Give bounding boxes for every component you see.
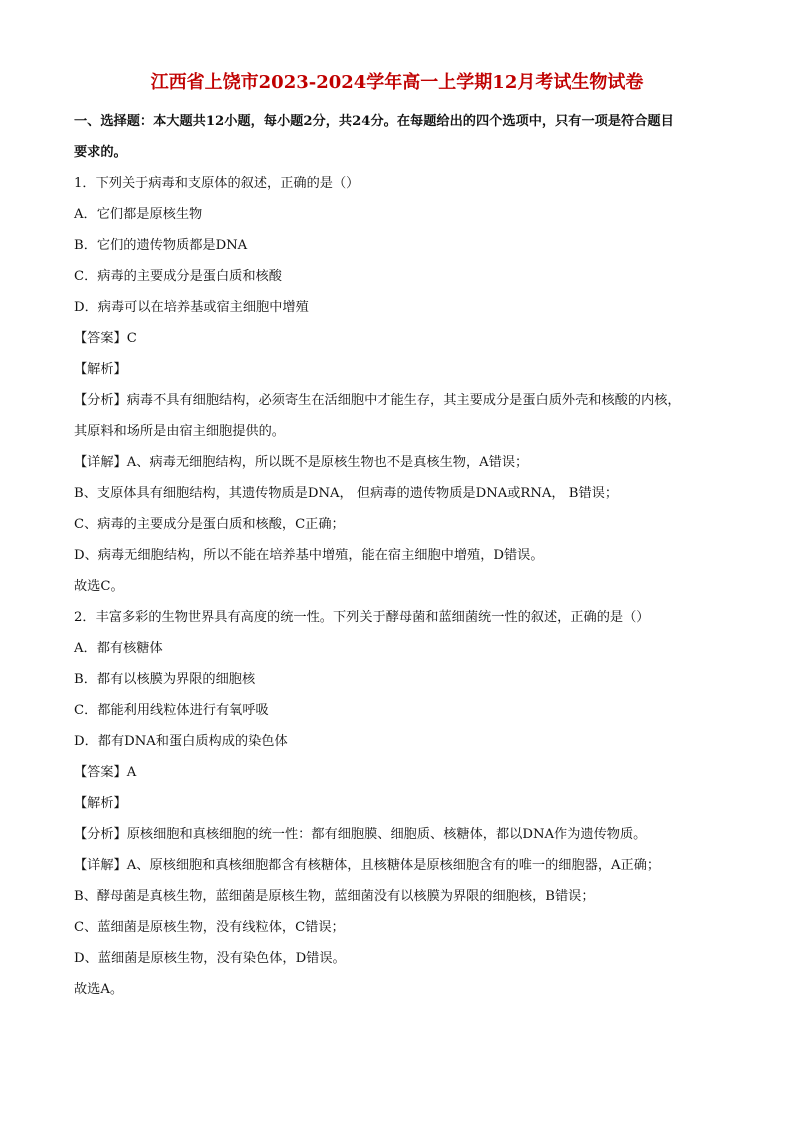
conclusion: 故选C。 — [74, 579, 124, 594]
document-body — [74, 106, 724, 1005]
section-heading-line2: 要求的。 — [74, 145, 127, 160]
xiangjie-text: C、蓝细菌是原核生物，没有线粒体，C错误； — [74, 920, 345, 935]
fenxi-text: 病毒不具有细胞结构，必须寄生在活细胞中才能生存，其主要成分是蛋白质外壳和核酸的内核， — [126, 393, 681, 408]
page-title: 江西省上饶市2023-2024学年高一上学期12月考试生物试卷 — [150, 72, 644, 93]
answer-label: 【答案】 — [74, 331, 127, 346]
analysis-label: 【解析】 — [74, 362, 127, 377]
xiangjie-text: C、病毒的主要成分是蛋白质和核酸，C正确； — [74, 517, 345, 532]
fenxi-text-continued: 其原料和场所是由宿主细胞提供的。 — [74, 424, 285, 439]
answer-line — [74, 757, 724, 788]
xiangjie-text: B、酵母菌是真核生物，蓝细菌是原核生物，蓝细菌没有以核膜为界限的细胞核，B错误； — [74, 889, 595, 904]
fenxi-label: 【分析】 — [74, 827, 127, 842]
answer-value: C — [126, 331, 137, 346]
question-stem: 1．下列关于病毒和支原体的叙述，正确的是（） — [74, 176, 360, 191]
answer-value: A — [126, 765, 137, 780]
xiangjie-label: 【详解】 — [74, 455, 127, 470]
xiangjie-text: A、病毒无细胞结构，所以既不是原核生物也不是真核生物，A错误； — [126, 455, 529, 470]
answer-label: 【答案】 — [74, 765, 127, 780]
xiangjie-text: D、蓝细菌是原核生物，没有染色体，D错误。 — [74, 951, 346, 966]
fenxi-line — [74, 819, 724, 850]
question-stem: 2．丰富多彩的生物世界具有高度的统一性。下列关于酵母菌和蓝细菌统一性的叙述，正确的是（） — [74, 610, 650, 625]
xiangjie-text: A、原核细胞和真核细胞都含有核糖体，且核糖体是原核细胞含有的唯一的细胞器，A正确； — [126, 858, 661, 873]
option-c: C．都能利用线粒体进行有氧呼吸 — [74, 703, 269, 718]
xiangjie-text: D、病毒无细胞结构，所以不能在培养基中增殖，能在宿主细胞中增殖，D错误。 — [74, 548, 544, 563]
question-2 — [74, 602, 724, 1005]
fenxi-line — [74, 385, 724, 416]
xiangjie-label: 【详解】 — [74, 858, 127, 873]
option-d: D．病毒可以在培养基或宿主细胞中增殖 — [74, 300, 309, 315]
conclusion: 故选A。 — [74, 982, 124, 997]
xiangjie-line — [74, 850, 724, 881]
fenxi-label: 【分析】 — [74, 393, 127, 408]
section-heading-line1: 一、选择题：本大题共12小题，每小题2分，共24分。在每题给出的四个选项中，只有一项是符合题目 — [74, 114, 674, 129]
fenxi-text: 原核细胞和真核细胞的统一性：都有细胞膜、细胞质、核糖体，都以DNA作为遗传物质。 — [126, 827, 647, 842]
xiangjie-line — [74, 447, 724, 478]
xiangjie-text: B、支原体具有细胞结构，其遗传物质是DNA， 但病毒的遗传物质是DNA或RNA， B错误； — [74, 486, 619, 501]
option-b: B．它们的遗传物质都是DNA — [74, 238, 248, 253]
answer-line — [74, 323, 724, 354]
question-1 — [74, 168, 724, 602]
option-c: C．病毒的主要成分是蛋白质和核酸 — [74, 269, 282, 284]
option-b: B．都有以核膜为界限的细胞核 — [74, 672, 256, 687]
option-a: A．它们都是原核生物 — [74, 207, 203, 222]
option-d: D．都有DNA和蛋白质构成的染色体 — [74, 734, 288, 749]
analysis-label: 【解析】 — [74, 796, 127, 811]
option-a: A．都有核糖体 — [74, 641, 163, 656]
